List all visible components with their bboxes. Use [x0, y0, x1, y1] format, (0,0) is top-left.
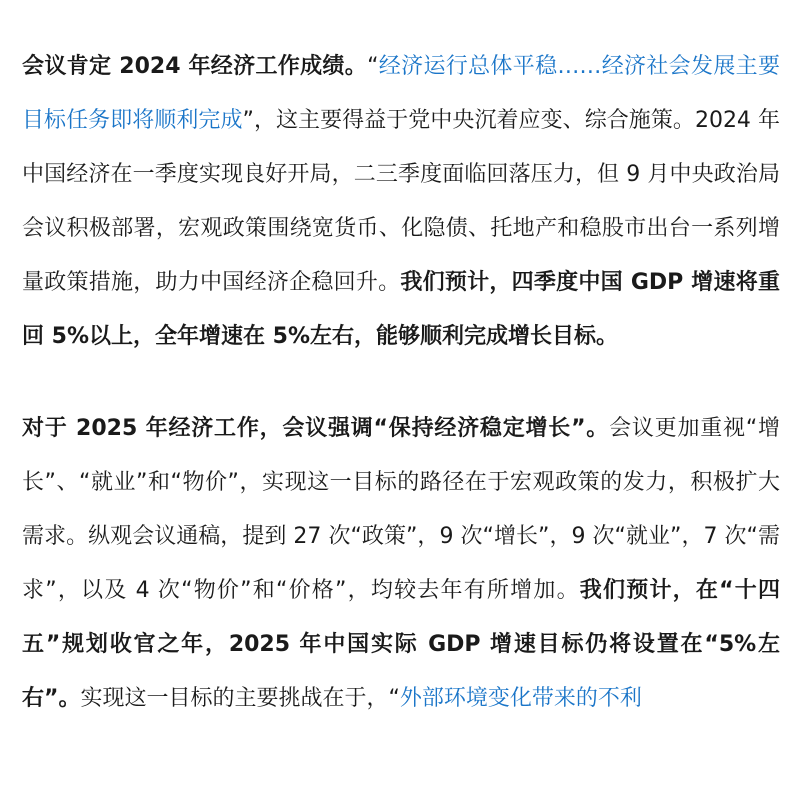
quoted-text-segment: 外部环境变化带来的不利 — [399, 686, 642, 711]
text-segment: 对于 2025 年经济工作，会议强调“保持经济稳定增长”。 — [22, 416, 610, 441]
text-segment: 实现这一目标的主要挑战在于，“ — [80, 686, 400, 711]
paragraph-2025-outlook — [22, 402, 780, 726]
text-segment: “ — [367, 54, 379, 79]
text-segment: ”，这主要得益于党中央沉着应变、综合施策。2024 年中国经济在一季度实现良好开局，二三季度面临回落压力，但 9 月中央政治局会议积极部署，宏观政策围绕宽货币、化隐债、托地产和稳股市出台一系列增量政策措施，助力中国经济企稳回升。 — [22, 108, 780, 295]
text-segment: 会议更加重视“增长”、“就业”和“物价”，实现这一目标的路径在于宏观政策的发力，积极扩大需求。纵观会议通稿，提到 27 次“政策”，9 次“增长”，9 次“就业”，7 次“需求”，以及 4 次“物价”和“价格”，均较去年有所增加。 — [22, 416, 781, 603]
document-page — [22, 40, 780, 726]
paragraph-2024-review — [22, 40, 780, 364]
quoted-text-segment: 经济运行总体平稳……经济社会发展主要目标任务即将顺利完成 — [22, 54, 780, 133]
text-segment: 会议肯定 2024 年经济工作成绩。 — [22, 54, 368, 79]
text-segment: 我们预计，在“十四五”规划收官之年，2025 年中国实际 GDP 增速目标仍将设置在“5%左右”。 — [22, 578, 780, 711]
text-segment: 我们预计，四季度中国 GDP 增速将重回 5%以上，全年增速在 5%左右，能够顺利完成增长目标。 — [22, 270, 780, 349]
